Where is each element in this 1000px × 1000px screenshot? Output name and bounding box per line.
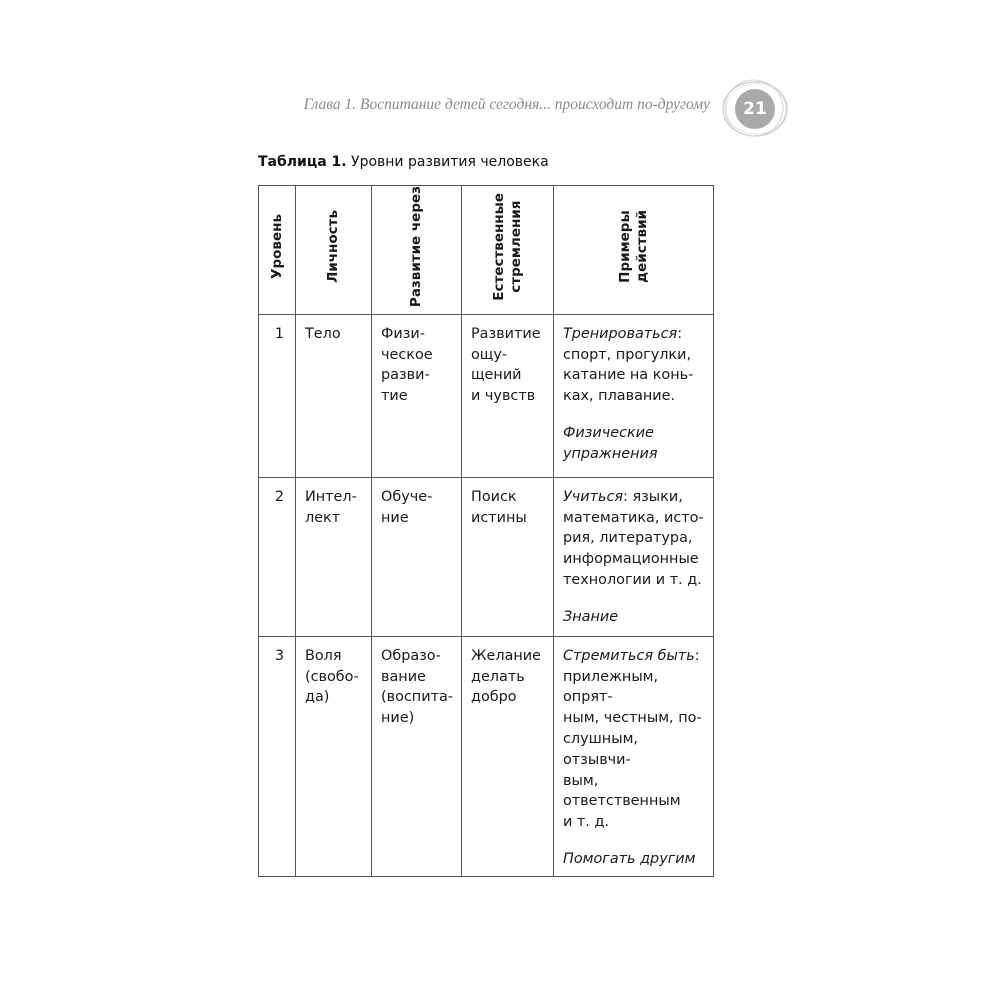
header-development: Развитие через xyxy=(372,186,462,315)
cell-line: Обуче- xyxy=(381,488,433,505)
table-header-row xyxy=(259,186,714,315)
cell-line: Поиск xyxy=(471,488,517,505)
cell-line: ощу- xyxy=(471,346,508,363)
table-row xyxy=(259,314,714,477)
cell-line: разви- xyxy=(381,367,430,384)
page-number: 21 xyxy=(743,99,767,119)
cell-development xyxy=(372,314,462,477)
cell-line: тие xyxy=(381,388,408,405)
spacer xyxy=(563,833,709,849)
cell-line: Развитие xyxy=(471,325,541,342)
cell-line: щений xyxy=(471,367,522,384)
header-aspirations: Естественные стремления xyxy=(462,186,554,315)
example-verb: Учиться xyxy=(563,488,624,505)
table-caption xyxy=(258,154,549,170)
cell-line: и т. д. xyxy=(563,814,609,831)
cell-examples xyxy=(554,636,714,876)
cell-level xyxy=(259,477,296,636)
cell-line: слушным, отзывчи- xyxy=(563,731,638,768)
example-lead xyxy=(563,324,709,345)
cell-line: добро xyxy=(471,689,517,706)
cell-line: ческое xyxy=(381,346,433,363)
cell-line: 1 xyxy=(274,325,285,342)
example-summary: Помогать другим xyxy=(563,851,696,868)
cell-line: Желание xyxy=(471,647,541,664)
cell-personality xyxy=(296,477,372,636)
cell-line: прилежным, опрят- xyxy=(563,668,659,706)
cell-level xyxy=(259,636,296,876)
cell-line: (свобо- xyxy=(305,668,359,685)
table-caption-label: Таблица 1. xyxy=(258,154,347,170)
cell-aspiration xyxy=(462,314,554,477)
cell-line: ным, честным, по- xyxy=(563,710,702,727)
cell-aspiration xyxy=(462,636,554,876)
cell-personality xyxy=(296,314,372,477)
example-verb-tail: : xyxy=(677,325,683,342)
cell-line: и чувств xyxy=(471,388,536,405)
cell-line: истины xyxy=(471,509,527,526)
levels-table xyxy=(258,185,714,877)
cell-line: рия, литература, xyxy=(563,530,693,547)
example-verb: Тренироваться xyxy=(563,325,678,342)
cell-line: 2 xyxy=(274,488,285,505)
example-lead xyxy=(563,487,709,508)
cell-line: лект xyxy=(305,509,341,526)
cell-level xyxy=(259,314,296,477)
cell-examples xyxy=(554,477,714,636)
page-number-badge xyxy=(718,78,790,140)
cell-line: Тело xyxy=(305,325,341,342)
example-verb: Стремиться быть xyxy=(563,647,695,664)
cell-development xyxy=(372,636,462,876)
cell-line: технологии и т. д. xyxy=(563,572,702,589)
cell-line: спорт, прогулки, xyxy=(563,346,692,363)
table-row xyxy=(259,636,714,876)
cell-line: Воля xyxy=(305,647,342,664)
example-verb-tail: : xyxy=(694,647,700,664)
header-personality: Личность xyxy=(296,186,372,315)
running-head: Глава 1. Воспитание детей сегодня... происходит по-другому xyxy=(303,96,710,113)
cell-line: Интел- xyxy=(305,488,357,505)
cell-line: 3 xyxy=(274,647,285,664)
cell-development xyxy=(372,477,462,636)
header-examples: Примеры действий xyxy=(554,186,714,315)
cell-line: математика, исто- xyxy=(563,509,704,526)
example-lead xyxy=(563,646,709,667)
spacer xyxy=(563,591,709,607)
example-summary: Физические упражнения xyxy=(563,425,658,462)
cell-aspiration xyxy=(462,477,554,636)
table-row xyxy=(259,477,714,636)
cell-line: Образо- xyxy=(381,647,441,664)
cell-line: да) xyxy=(305,689,330,706)
cell-line: вание xyxy=(381,668,426,685)
cell-line: ках, плавание. xyxy=(563,388,676,405)
example-verb-tail: : языки, xyxy=(623,488,683,505)
cell-line: Физи- xyxy=(381,325,425,342)
example-summary: Знание xyxy=(563,608,619,625)
spacer xyxy=(563,407,709,423)
cell-examples xyxy=(554,314,714,477)
cell-line: вым, ответственным xyxy=(563,772,681,810)
cell-line: (воспита- xyxy=(381,689,453,706)
cell-line: ние xyxy=(381,509,409,526)
table-caption-title: Уровни развития человека xyxy=(351,154,549,170)
cell-line: ние) xyxy=(381,710,415,727)
cell-line: катание на конь- xyxy=(563,367,694,384)
header-level: Уровень xyxy=(259,186,296,315)
cell-personality xyxy=(296,636,372,876)
cell-line: информационные xyxy=(563,551,699,568)
cell-line: делать xyxy=(471,668,525,685)
